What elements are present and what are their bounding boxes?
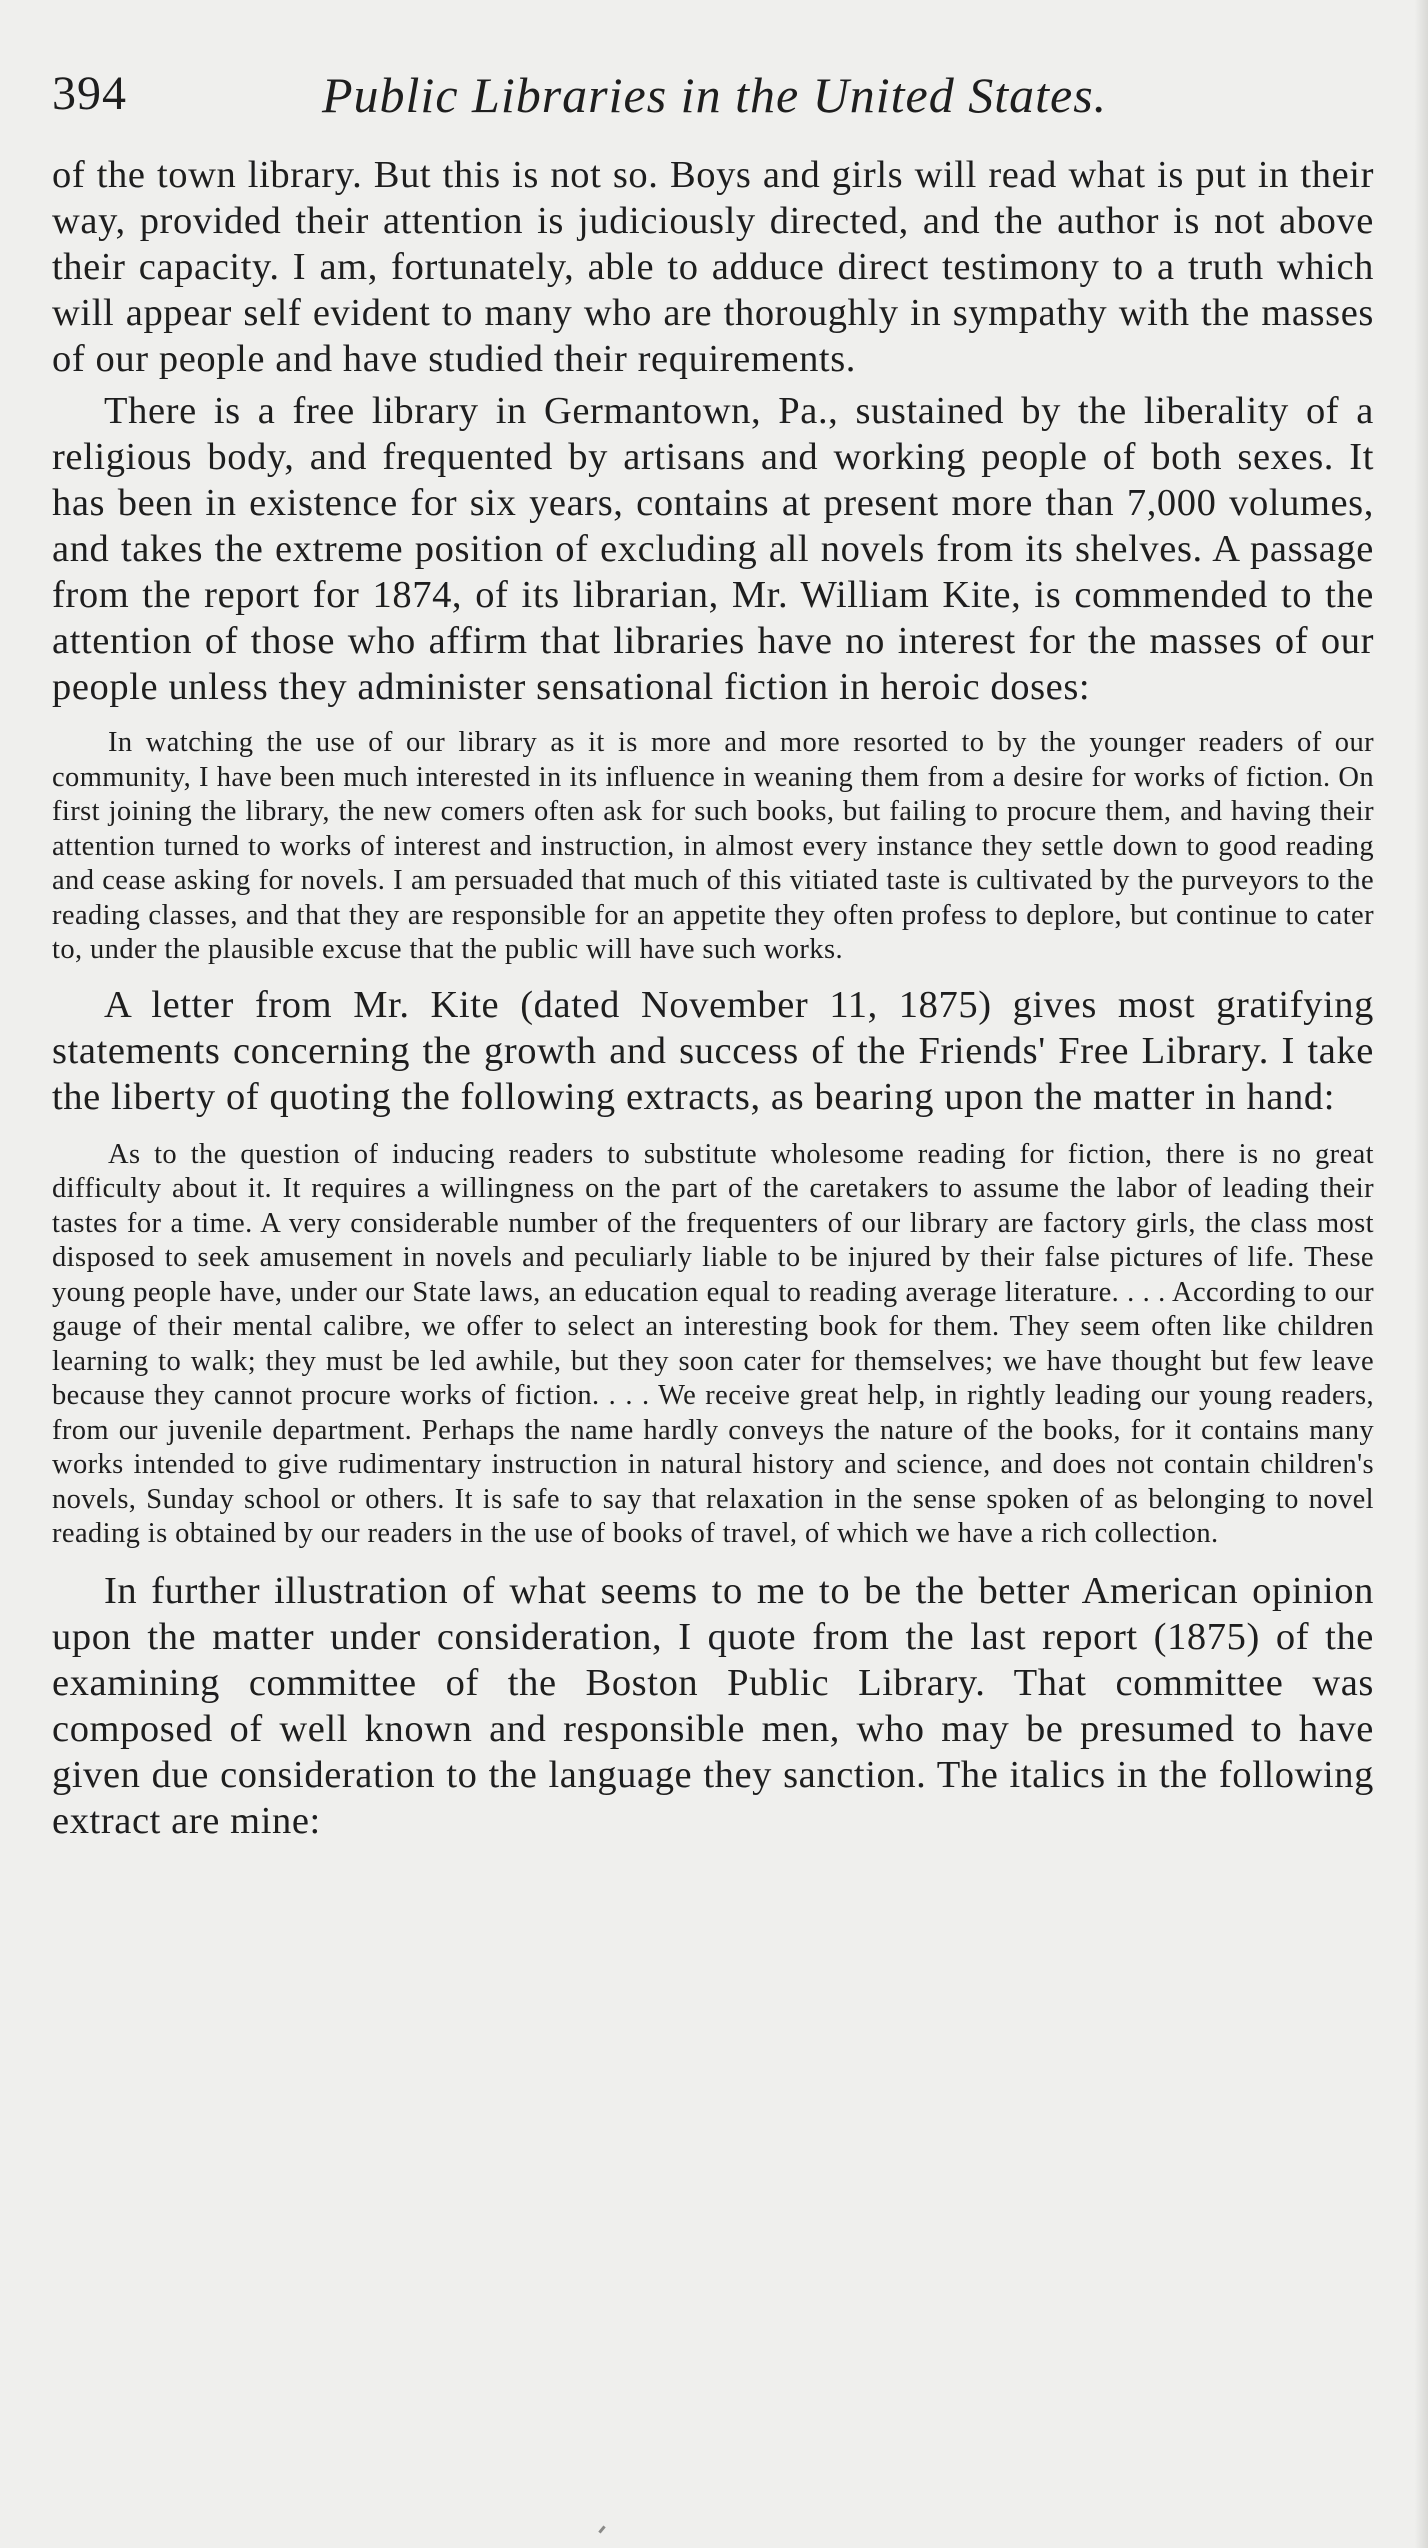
page-body	[52, 152, 1374, 1844]
page-edge-shadow	[1414, 0, 1428, 2548]
paragraph-germantown-library: There is a free library in Germantown, Pa., sustained by the liberality of a religious body, and frequented by artisans and working people of both sexes. It has been in existence for six years, contains at present more than 7,000 volumes, and takes the extreme position of excluding all novels from its shelves. A passage from the report for 1874, of its librarian, Mr. William Kite, is commended to the attention of those who affirm that libraries have no interest for the masses of our people unless they administer sensational fiction in heroic doses:	[52, 390, 1374, 708]
page-number: 394	[52, 67, 127, 120]
running-head: Public Libraries in the United States.	[322, 67, 1108, 123]
block-quote-report-1874: In watching the use of our library as it is more and more resorted to by the younger readers of our community, I have been much interested in its influence in weaning them from a desire for works of fiction. On first joining the library, the new comers often ask for such books, but failing to procure them, and having their attention turned to works of interest and instruction, in almost every instance they settle down to good reading and cease asking for novels. I am persuaded that much of this vitiated taste is cultivated by the purveyors to the reading classes, and that they are responsible for an appetite they often profess to deplore, but continue to cater to, under the plausible excuse that the public will have such works.	[52, 727, 1374, 965]
paragraph-boston-report: In further illustration of what seems to me to be the better American opinion upon the matter under consideration, I quote from the last report (1875) of the examining committee of the Boston Public Library. That committee was composed of well known and responsible men, who may be presumed to have given due consideration to the language they sanction. The italics in the following extract are mine:	[52, 1569, 1374, 1842]
block-quote-letter-extracts: As to the question of inducing readers to substitute wholesome reading for fiction, there is no great difficulty about it. It requires a willingness on the part of the caretakers to assume the labor of leading their tastes for a time. A very considerable number of the frequenters of our library are factory girls, the class most disposed to seek amusement in novels and peculiarly liable to be injured by their false pictures of life. These young people have, under our State laws, an education equal to reading average literature. . . . According to our gauge of their mental calibre, we offer to select an interesting book for them. They seem often like children learning to walk; they must be led awhile, but they soon cater for themselves; we have thought but few leave because they cannot procure works of fiction. . . . We receive great help, in rightly leading our young readers, from our juvenile department. Perhaps the name hardly conveys the nature of the books, for it contains many works intended to give rudimentary instruction in natural history and science, and does not contain children's novels, Sunday school or others. It is safe to say that relaxation in the sense spoken of as belonging to novel reading is obtained by our readers in the use of books of travel, of which we have a rich collection.	[52, 1138, 1374, 1549]
paragraph-kite-letter: A letter from Mr. Kite (dated November 11, 1875) gives most gratifying statements concerning the growth and success of the Friends' Free Library. I take the liberty of quoting the following extracts, as bearing upon the matter in hand:	[52, 983, 1374, 1118]
ink-speck	[598, 2525, 605, 2533]
page-header	[52, 66, 1142, 136]
paragraph-continuation: of the town library. But this is not so. Boys and girls will read what is put in their way, provided their attention is judiciously directed, and the author is not above their capacity. I am, fortunately, able to adduce direct testimony to a truth which will appear self evident to many who are thoroughly in sympathy with the masses of our people and have studied their requirements.	[52, 154, 1374, 380]
